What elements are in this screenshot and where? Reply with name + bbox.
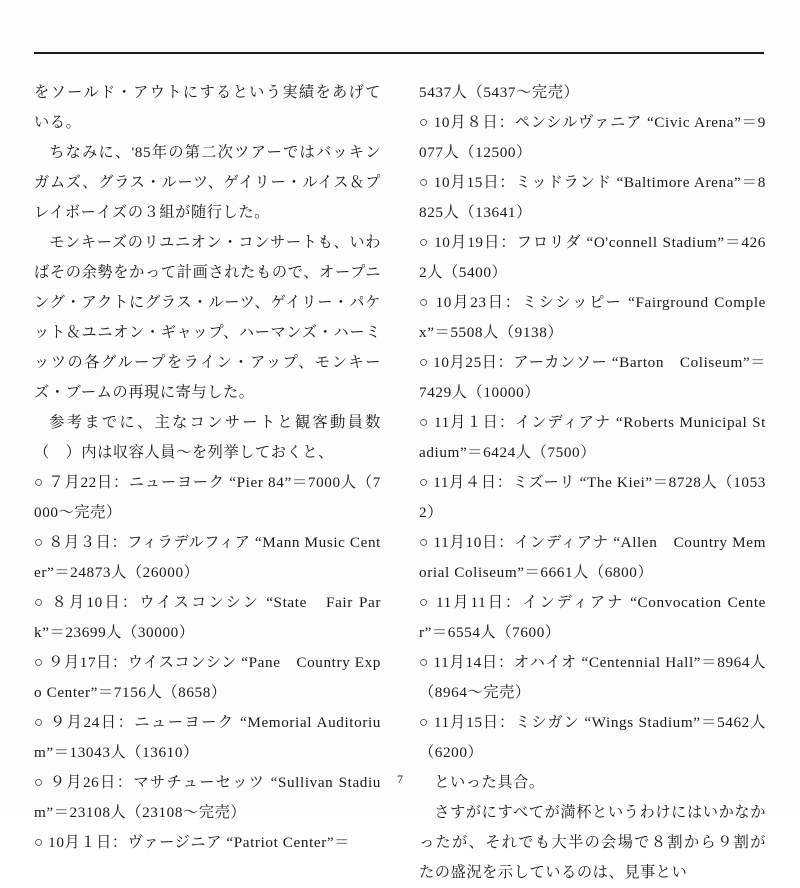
right-column — [419, 78, 766, 888]
concert-list-item: ○ 10月１日：ヴァージニア “Patriot Center”＝ — [34, 834, 351, 851]
concert-list-item: ○ 10月25日：アーカンソー “Barton Coliseum”＝7429人（10000） — [419, 354, 766, 401]
two-column-body — [34, 78, 766, 888]
concert-list-item: ○ ８月３日：フィラデルフィア “Mann Music Center”＝24873人（26000） — [34, 534, 381, 581]
concert-list-item: ○ 11月10日：インディアナ “Allen Country Memorial Coliseum”＝6661人（6800） — [419, 534, 766, 581]
header-rule — [34, 52, 764, 54]
concert-list-item: ○ 11月１日：インディアナ “Roberts Municipal Stadium”＝6424人（7500） — [419, 414, 766, 461]
concert-list-item: ○ 11月14日：オハイオ “Centennial Hall”＝8964人（8964～完売） — [419, 654, 766, 701]
left-column — [34, 78, 381, 888]
concert-list-item: ○ ９月24日：ニューヨーク “Memorial Auditorium”＝13043人（13610） — [34, 714, 381, 761]
concert-list-item: ○ 10月８日：ペンシルヴァニア “Civic Arena”＝9077人（12500） — [419, 114, 766, 161]
concert-list-item: ○ 10月23日：ミシシッピー “Fairground Complex”＝5508人（9138） — [419, 294, 766, 341]
concert-list-item: ○ 11月４日：ミズーリ “The Kiei”＝8728人（10532） — [419, 474, 766, 521]
concert-list-item: ○ ９月17日：ウイスコンシン “Pane Country Expo Center”＝7156人（8658） — [34, 654, 381, 701]
concert-list-item: ○ ８月10日：ウイスコンシン “State Fair Park”＝23699人（30000） — [34, 594, 381, 641]
concert-list-item: ○ 10月19日：フロリダ “O'connell Stadium”＝4262人（5400） — [419, 234, 766, 281]
paragraph: をソールド・アウトにするという実績をあげている。 — [34, 84, 381, 131]
paragraph: さすがにすべてが満杯というわけにはいかなかったが、それでも大半の会場で８割から９割がたの盛況を示しているのは、見事とい — [419, 804, 766, 881]
page-number: 7 — [397, 772, 403, 786]
concert-list-item: ○ ９月26日：マサチューセッツ “Sullivan Stadium”＝23108人（23108～完売） — [34, 774, 381, 821]
paragraph: 参考までに、主なコンサートと観客動員数（ ）内は収容人員～を列挙しておくと、 — [34, 414, 381, 461]
concert-list-item: ○ 11月15日：ミシガン “Wings Stadium”＝5462人（6200） — [419, 714, 766, 761]
concert-list-item: ○ ７月22日：ニューヨーク “Pier 84”＝7000人（7000～完売） — [34, 474, 381, 521]
concert-list-item: ○ 11月11日：インディアナ “Convocation Center”＝6554人（7600） — [419, 594, 766, 641]
concert-list-item: ○ 10月15日：ミッドランド “Baltimore Arena”＝8825人（13641） — [419, 174, 766, 221]
paragraph: ちなみに、'85年の第二次ツアーではバッキンガムズ、グラス・ルーツ、ゲイリー・ルイス＆プレイボーイズの３組が随行した。 — [34, 144, 381, 221]
paragraph: モンキーズのリユニオン・コンサートも、いわばその余勢をかって計画されたもので、オープニング・アクトにグラス・ルーツ、ゲイリー・パケット＆ユニオン・ギャップ、ハーマンズ・ハーミッツの各グループをライン・アップ、モンキーズ・ブームの再現に寄与した。 — [34, 234, 381, 401]
concert-list-item: 5437人（5437～完売） — [419, 84, 580, 101]
paragraph: といった具合。 — [434, 774, 545, 791]
